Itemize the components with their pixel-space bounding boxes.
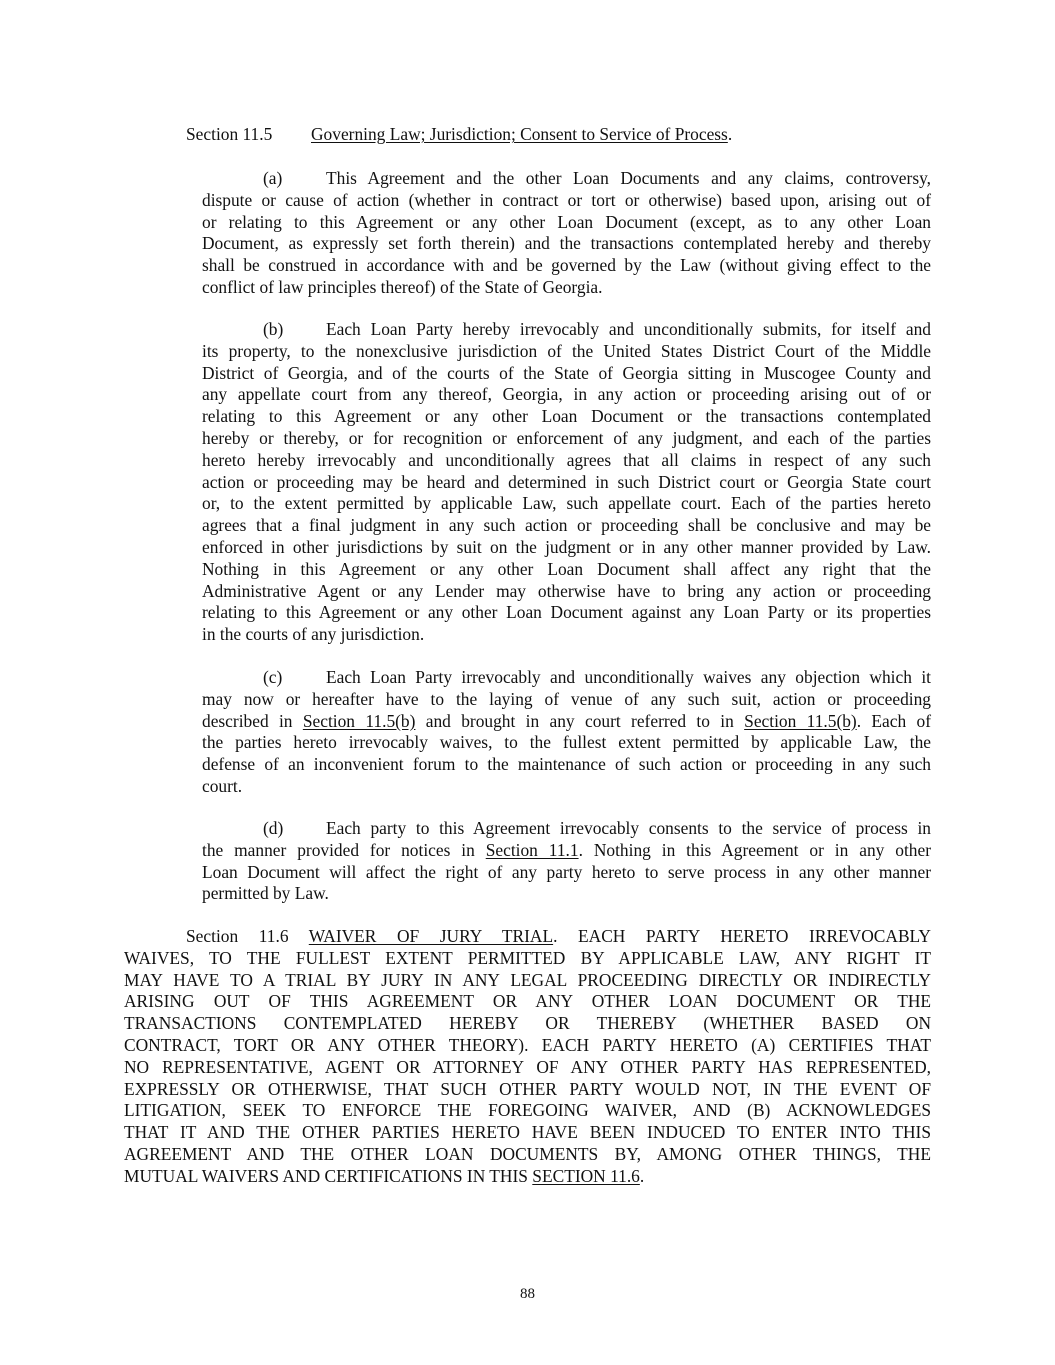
- text-segment: or, to the extent permitted by applicable Law, such appellate court. Each of the parties hereto: [202, 493, 931, 514]
- paragraph-label: (a): [263, 168, 283, 188]
- text-line: [202, 732, 931, 754]
- text-line: [202, 406, 931, 428]
- text-line: [124, 1122, 931, 1144]
- text-segment: the manner provided for notices in: [202, 839, 486, 860]
- text-line: [202, 319, 931, 341]
- text-line: [202, 559, 931, 581]
- text-line: [202, 818, 931, 840]
- cross-reference: Section 11.1: [485, 839, 579, 860]
- text-segment: . Each of: [856, 710, 932, 731]
- text-segment: EXPRESSLY OR OTHERWISE, THAT SUCH OTHER PARTY WOULD NOT, IN THE EVENT OF: [124, 1078, 931, 1099]
- text-segment: THAT IT AND THE OTHER PARTIES HERETO HAVE BEEN INDUCED TO ENTER INTO THIS: [124, 1122, 931, 1143]
- text-segment: Each party to this Agreement irrevocably consents to the service of process in: [326, 818, 931, 838]
- text-line: [202, 472, 931, 494]
- cross-reference: WAIVER OF JURY TRIAL: [308, 926, 554, 946]
- text-segment: TRANSACTIONS CONTEMPLATED HEREBY OR THEREBY (WHETHER BASED ON: [124, 1013, 931, 1034]
- text-line: [202, 428, 931, 450]
- text-segment: NO REPRESENTATIVE, AGENT OR ATTORNEY OF ANY OTHER PARTY HAS REPRESENTED,: [124, 1056, 931, 1077]
- section-number: Section 11.5: [186, 124, 273, 144]
- text-line: [202, 840, 931, 862]
- text-segment: Each Loan Party hereby irrevocably and unconditionally submits, for itself and: [326, 319, 931, 339]
- text-line: [202, 581, 931, 603]
- text-line: [202, 883, 931, 905]
- text-segment: District of Georgia, and of the courts of the State of Georgia sitting in Muscogee County and: [202, 362, 931, 383]
- text-line: [124, 1013, 931, 1035]
- text-line: [124, 1057, 931, 1079]
- section-11-6-jury-waiver: [124, 926, 931, 1188]
- text-segment: shall be construed in accordance with and be governed by the Law (without giving effect to the: [202, 255, 931, 276]
- text-line: [202, 602, 931, 624]
- text-segment: court.: [202, 775, 243, 796]
- text-line: [202, 689, 931, 711]
- text-line: [202, 190, 931, 212]
- text-line: [202, 624, 931, 646]
- text-segment: This Agreement and the other Loan Documents and any claims, controversy,: [326, 168, 931, 188]
- text-segment: Each Loan Party irrevocably and unconditionally waives any objection which it: [326, 667, 931, 687]
- text-segment: may now or hereafter have to the laying of venue of any such suit, action or proceeding: [202, 688, 931, 709]
- text-segment: ARISING OUT OF THIS AGREEMENT OR ANY OTHER LOAN DOCUMENT OR THE: [124, 991, 931, 1012]
- cross-reference: Section 11.5(b): [302, 710, 416, 731]
- text-line: [202, 515, 931, 537]
- text-segment: AGREEMENT AND THE OTHER LOAN DOCUMENTS BY, AMONG OTHER THINGS, THE: [124, 1143, 931, 1164]
- text-segment: hereby or thereby, or for recognition or enforcement of any judgment, and each of the parties: [202, 427, 931, 448]
- text-segment: action or proceeding may be heard and determined in such District court or Georgia State court: [202, 471, 931, 492]
- text-line: [202, 667, 931, 689]
- text-segment: MUTUAL WAIVERS AND CERTIFICATIONS IN THIS: [124, 1165, 533, 1186]
- text-segment: permitted by Law.: [202, 883, 329, 904]
- text-segment: . Nothing in this Agreement or in any other: [578, 839, 931, 860]
- text-segment: dispute or cause of action (whether in contract or tort or otherwise) based upon, arising out of: [202, 189, 931, 210]
- text-line: [202, 168, 931, 190]
- text-line: [202, 341, 931, 363]
- text-line: [124, 1079, 931, 1101]
- text-segment: hereto hereby irrevocably and unconditionally agrees that all claims in respect of any such: [202, 449, 931, 470]
- text-segment: described in: [202, 710, 303, 731]
- text-line: [202, 363, 931, 385]
- text-segment: and brought in any court referred to in: [415, 710, 745, 731]
- text-segment: relating to this Agreement or any other Loan Document against any Loan Party or its properties: [202, 602, 931, 623]
- text-segment: LITIGATION, SEEK TO ENFORCE THE FOREGOING WAIVER, AND (B) ACKNOWLEDGES: [124, 1100, 931, 1121]
- text-line: [124, 1144, 931, 1166]
- paragraph-c: [202, 667, 931, 798]
- paragraph-b: [202, 319, 931, 646]
- text-segment: enforced in other jurisdictions by suit on the judgment or in any other manner provided by Law.: [202, 536, 931, 557]
- text-segment: agrees that a final judgment in any such action or proceeding shall be conclusive and may be: [202, 515, 931, 536]
- text-segment: conflict of law principles thereof) of the State of Georgia.: [202, 276, 603, 297]
- text-line: [124, 991, 931, 1013]
- text-segment: WAIVES, TO THE FULLEST EXTENT PERMITTED BY APPLICABLE LAW, ANY RIGHT IT: [124, 947, 931, 968]
- text-line: [202, 212, 931, 234]
- text-segment: .: [639, 1165, 645, 1186]
- text-line: [124, 1166, 931, 1188]
- text-segment: MAY HAVE TO A TRIAL BY JURY IN ANY LEGAL PROCEEDING DIRECTLY OR INDIRECTLY: [124, 969, 931, 990]
- text-line: [124, 926, 931, 948]
- text-segment: Section 11.6: [186, 926, 309, 946]
- text-segment: Nothing in this Agreement or any other Loan Document shall affect any right that the: [202, 558, 931, 579]
- text-line: [202, 384, 931, 406]
- text-segment: defense of an inconvenient forum to the maintenance of such action or proceeding in any such: [202, 754, 931, 775]
- text-line: [202, 493, 931, 515]
- text-segment: its property, to the nonexclusive jurisdiction of the United States District Court of the Middle: [202, 340, 931, 361]
- paragraph-label: (c): [263, 667, 283, 687]
- text-line: [124, 948, 931, 970]
- section-11-5-heading: [186, 124, 732, 146]
- paragraph-d: [202, 818, 931, 905]
- text-line: [202, 754, 931, 776]
- paragraph-a: [202, 168, 931, 299]
- text-line: [124, 1035, 931, 1057]
- cross-reference: Section 11.5(b): [744, 710, 857, 731]
- paragraph-label: (b): [263, 319, 284, 339]
- text-line: [202, 233, 931, 255]
- paragraph-label: (d): [263, 818, 284, 838]
- text-line: [202, 711, 931, 733]
- text-line: [202, 862, 931, 884]
- text-segment: any appellate court from any thereof, Georgia, in any action or proceeding arising out of or: [202, 384, 931, 405]
- text-line: [202, 255, 931, 277]
- text-line: [124, 1100, 931, 1122]
- text-segment: or relating to this Agreement or any other Loan Document (except, as to any other Loan: [202, 211, 931, 232]
- text-segment: relating to this Agreement or any other Loan Document or the transactions contemplated: [202, 406, 931, 427]
- section-title-period: .: [727, 124, 733, 144]
- text-line: [202, 450, 931, 472]
- section-title: Governing Law; Jurisdiction; Consent to Service of Process: [311, 124, 728, 144]
- text-segment: Loan Document will affect the right of any party hereto to serve process in any other manner: [202, 861, 931, 882]
- text-segment: the parties hereto irrevocably waives, to the fullest extent permitted by applicable Law, the: [202, 732, 931, 753]
- text-line: [124, 970, 931, 992]
- text-line: [202, 537, 931, 559]
- text-line: [202, 776, 931, 798]
- text-segment: Document, as expressly set forth therein) and the transactions contemplated hereby and thereby: [202, 233, 931, 254]
- cross-reference: SECTION 11.6: [532, 1165, 640, 1186]
- text-segment: CONTRACT, TORT OR ANY OTHER THEORY). EACH PARTY HERETO (A) CERTIFIES THAT: [124, 1034, 931, 1055]
- text-segment: . EACH PARTY HERETO IRREVOCABLY: [553, 926, 931, 946]
- text-line: [202, 277, 931, 299]
- text-segment: in the courts of any jurisdiction.: [202, 624, 425, 645]
- page-number: 88: [520, 1286, 535, 1302]
- text-segment: Administrative Agent or any Lender may otherwise have to bring any action or proceeding: [202, 580, 931, 601]
